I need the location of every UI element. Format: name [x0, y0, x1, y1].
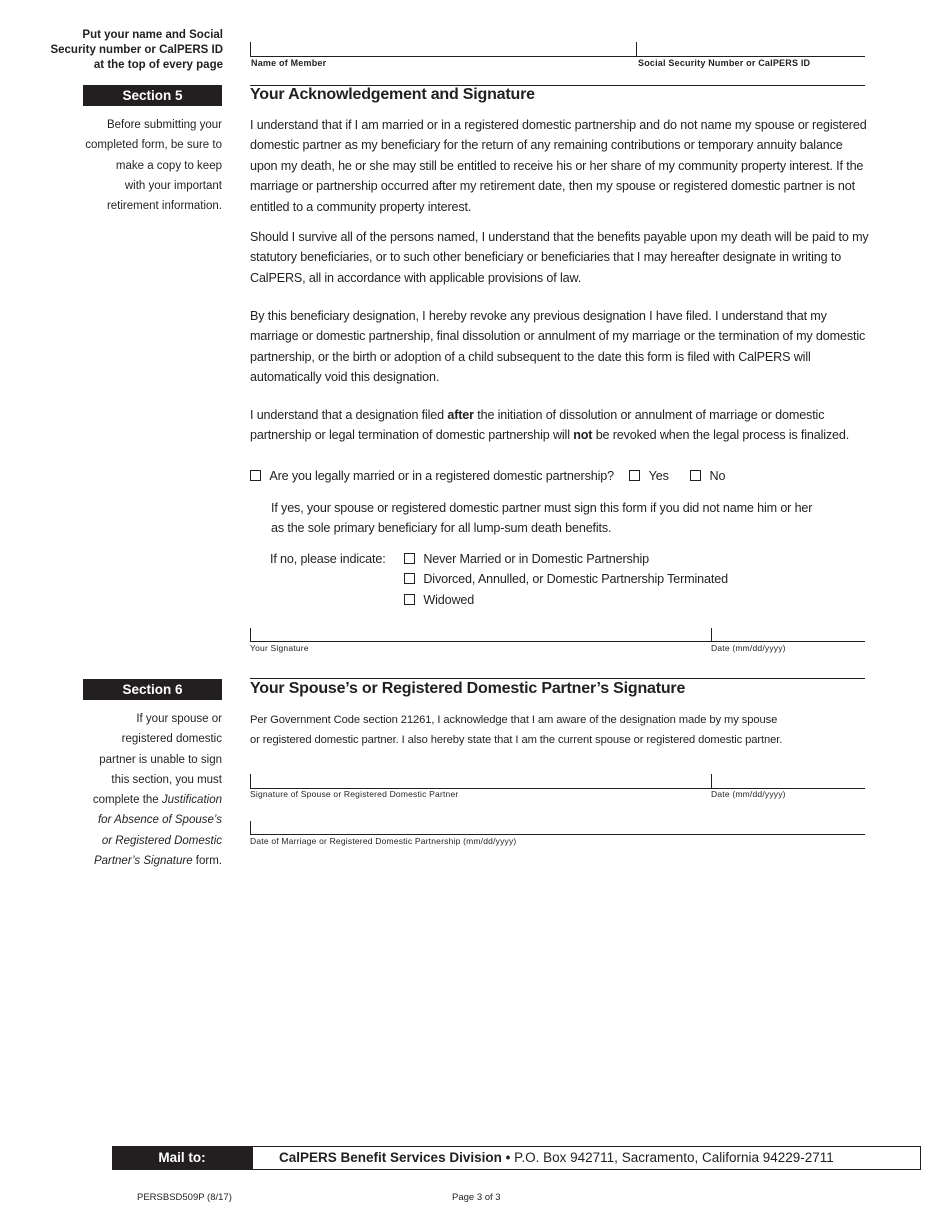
date-tick: [711, 628, 712, 641]
section-6-title: Your Spouse’s or Registered Domestic Partner’s Signature: [250, 680, 686, 697]
married-question-label: Are you legally married or in a registered domestic partnership?: [269, 469, 614, 483]
name-of-member-label: Name of Member: [251, 58, 327, 68]
if-no-label: If no, please indicate:: [270, 552, 386, 566]
your-signature-label: Your Signature: [250, 643, 309, 653]
side-note-line: [83, 810, 222, 830]
acknowledgement-paragraph-4: [250, 405, 870, 446]
side-note-line: partner is unable to sign: [99, 753, 222, 766]
justification-form-title: or Registered Domestic: [101, 834, 222, 847]
side-note-line: [83, 851, 222, 871]
never-married-checkbox[interactable]: [404, 553, 415, 564]
no-label: No: [709, 469, 726, 483]
spouse-signature-label: Signature of Spouse or Registered Domestic Partner: [250, 789, 459, 799]
justification-form-title: Partner’s Signature: [93, 855, 193, 868]
page-number: Page 3 of 3: [452, 1192, 501, 1203]
yes-label: Yes: [648, 469, 669, 483]
side-note-line: If your spouse or: [136, 713, 222, 725]
side-note-line: [83, 831, 222, 851]
mail-organization: CalPERS Benefit Services Division: [279, 1150, 502, 1165]
option-label: Widowed: [423, 593, 475, 607]
section-5-tab: Section 5: [83, 85, 222, 106]
section-6-tab: Section 6: [83, 679, 222, 700]
side-note-line: Before submitting your: [106, 119, 222, 131]
acknowledgement-paragraph-3: By this beneficiary designation, I hereby revoke any previous designation I have filed. I understand that my marriage or domestic partnership, final dissolution or annulment of my marriage or the termination of my domestic partnership, or the birth or adoption of a child subsequent to the date this form is filed with CalPERS will automatically void this designation.: [250, 309, 866, 385]
marriage-date-line[interactable]: [250, 834, 865, 835]
widowed-checkbox[interactable]: [404, 594, 415, 605]
option-label: Divorced, Annulled, or Domestic Partnership Terminated: [423, 572, 728, 586]
side-note-line: registered domestic: [121, 733, 222, 746]
para4-text: be revoked when the legal process is finalized.: [592, 428, 850, 443]
signature-tick: [250, 628, 251, 641]
spouse-signature-tick: [250, 774, 251, 788]
spouse-statement-line-2: or registered domestic partner. I also hereby state that I am the current spouse or registered domestic partner.: [250, 734, 783, 746]
para4-text: I understand that a designation filed: [250, 408, 448, 422]
your-signature-line[interactable]: [250, 641, 865, 642]
married-question-row: [250, 466, 725, 486]
spouse-date-tick: [711, 774, 712, 788]
spouse-statement-line-1: Per Government Code section 21261, I acknowledge that I am aware of the designation made by my spouse: [250, 714, 778, 726]
instruction-line: at the top of every page: [93, 59, 223, 71]
spouse-date-label: Date (mm/dd/yyyy): [711, 789, 786, 799]
side-note-line: this section, you must: [111, 773, 222, 786]
acknowledgement-paragraph-2: Should I survive all of the persons named, I understand that the benefits payable upon my death will be paid to my statutory beneficiaries, or to such other beneficiary or beneficiaries that I may hereafter designate in writing to CalPERS, all in accordance with applicable provisions of law.: [250, 230, 869, 285]
side-note-line: [83, 790, 222, 810]
section-6-side-note: [83, 709, 222, 871]
para4-after: after: [447, 408, 474, 422]
no-checkbox[interactable]: [690, 470, 701, 481]
justification-form-title: Justification: [161, 794, 222, 807]
mail-bullet: •: [505, 1150, 511, 1165]
instruction-line: Security number or CalPERS ID: [50, 44, 223, 56]
name-field-tick: [250, 42, 251, 56]
option-label: Never Married or in Domestic Partnership: [423, 552, 650, 566]
instruction-line: Put your name and Social: [82, 29, 223, 41]
yes-checkbox[interactable]: [629, 470, 640, 481]
mail-address: P.O. Box 942711, Sacramento, California 94229-2711: [514, 1150, 834, 1165]
name-ssn-line[interactable]: [250, 56, 865, 57]
section-5-title: Your Acknowledgement and Signature: [250, 86, 535, 103]
option-widowed: [404, 590, 474, 610]
ssn-field-tick: [636, 42, 637, 56]
if-yes-line-1: If yes, your spouse or registered domestic partner must sign this form if you did not name him or her: [271, 501, 813, 515]
side-note-text: form.: [192, 855, 222, 868]
mail-address-box: [252, 1146, 921, 1170]
your-signature-date-label: Date (mm/dd/yyyy): [711, 643, 786, 653]
para4-not: not: [573, 428, 593, 443]
option-divorced: [404, 569, 728, 589]
marriage-date-tick: [250, 821, 251, 834]
side-note-line: completed form, be sure to: [85, 139, 222, 152]
justification-form-title: for Absence of Spouse’s: [97, 814, 222, 827]
side-note-text: complete the: [92, 794, 162, 807]
ssn-label: Social Security Number or CalPERS ID: [638, 58, 811, 68]
acknowledgement-paragraph-1: I understand that if I am married or in a registered domestic partnership and do not name my spouse or registered domestic partner as my beneficiary for the return of any remaining contributions or temporary annuity balance upon my death, he or she may still be entitled to receive his or her share of my community property interest. If the marriage or partnership occurred after my retirement date, then my spouse or registered domestic partner is not entitled to a community property interest.: [250, 118, 867, 214]
side-note-line: with your important: [124, 179, 222, 192]
para4-text: the initiation of dissolution or annulment of marriage or domestic partnership or legal termination of domestic partnership will: [250, 408, 825, 443]
side-note-line: make a copy to keep: [115, 159, 222, 172]
header-instructions: [23, 28, 223, 73]
section-5-side-note: [83, 115, 222, 216]
option-never-married: [404, 549, 649, 569]
mail-to-tab: Mail to:: [112, 1146, 252, 1170]
married-question-checkbox[interactable]: [250, 470, 261, 481]
side-note-line: retirement information.: [106, 200, 222, 213]
section-6-rule: [250, 678, 865, 679]
divorced-checkbox[interactable]: [404, 573, 415, 584]
marriage-date-label: Date of Marriage or Registered Domestic Partnership (mm/dd/yyyy): [250, 836, 517, 846]
if-yes-line-2: as the sole primary beneficiary for all lump-sum death benefits.: [271, 521, 612, 535]
form-id: PERSBSD509P (8/17): [137, 1192, 232, 1203]
